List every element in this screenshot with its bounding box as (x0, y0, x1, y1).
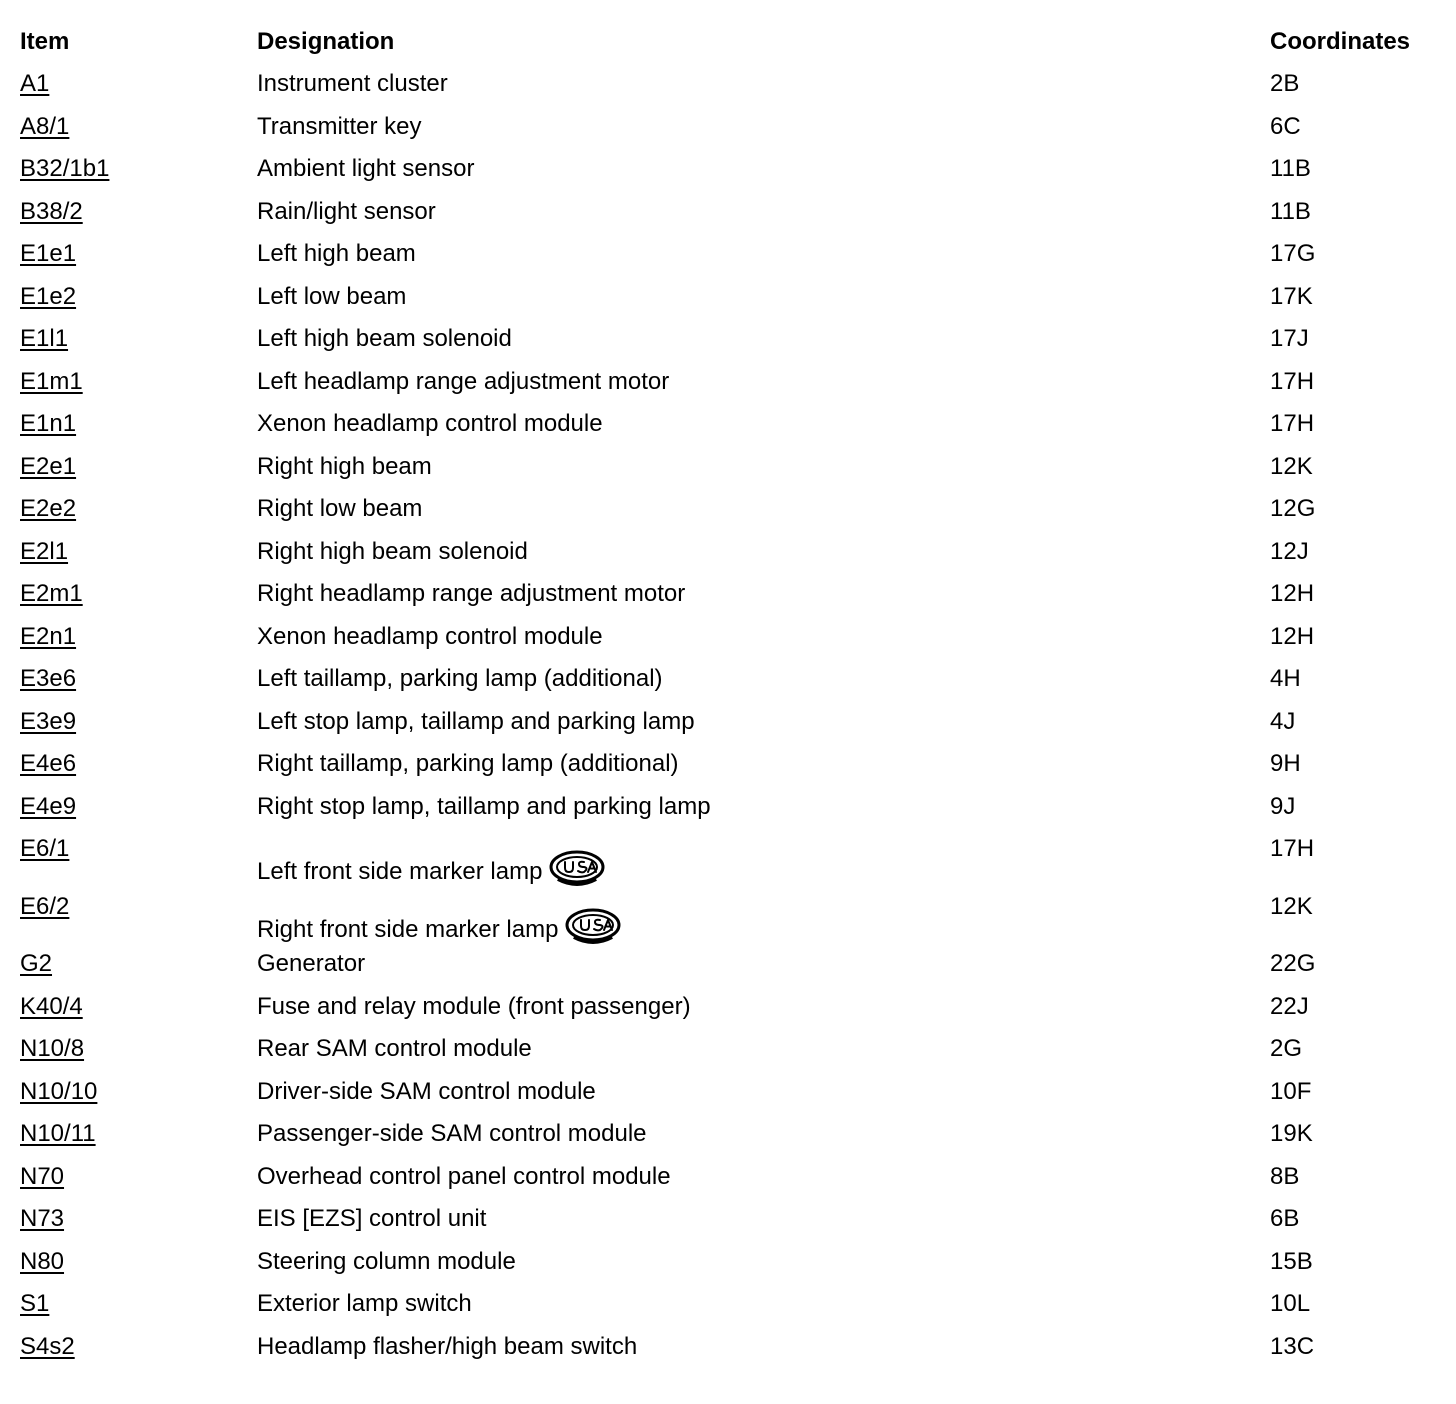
table-row (0, 580, 1456, 616)
header-designation: Designation (257, 28, 395, 55)
coordinates-cell: 6B (1270, 1205, 1300, 1232)
item-link[interactable]: E3e6 (20, 665, 77, 692)
coordinates-cell: 17H (1270, 368, 1315, 395)
item-link[interactable]: E6/2 (20, 893, 70, 920)
coordinates-cell: 17G (1270, 240, 1316, 267)
designation-text: Generator (257, 950, 366, 977)
coordinates-cell: 9H (1270, 750, 1301, 777)
table-row (0, 495, 1456, 531)
table-row (0, 368, 1456, 404)
designation-text: Right stop lamp, taillamp and parking lamp (257, 793, 711, 820)
item-link[interactable]: S1 (20, 1290, 50, 1317)
designation-cell (257, 453, 432, 481)
designation-text: Driver-side SAM control module (257, 1078, 596, 1105)
table-row (0, 993, 1456, 1029)
designation-cell (257, 1120, 647, 1148)
designation-cell (257, 495, 422, 523)
designation-cell (257, 750, 679, 778)
designation-cell (257, 155, 474, 183)
designation-cell (257, 993, 691, 1021)
usa-badge-icon (564, 907, 622, 954)
designation-text: Xenon headlamp control module (257, 623, 603, 650)
table-row (0, 950, 1456, 986)
table-row (0, 1205, 1456, 1241)
table-row (0, 708, 1456, 744)
item-link[interactable]: N10/10 (20, 1078, 98, 1105)
coordinates-cell: 6C (1270, 113, 1301, 140)
designation-text: Headlamp flasher/high beam switch (257, 1333, 638, 1360)
coordinates-cell: 12H (1270, 623, 1315, 650)
designation-cell (257, 325, 512, 353)
coordinates-cell: 13C (1270, 1333, 1315, 1360)
designation-cell (257, 113, 421, 141)
coordinates-cell: 2G (1270, 1035, 1303, 1062)
item-link[interactable]: E2e1 (20, 453, 77, 480)
designation-cell (257, 1035, 532, 1063)
coordinates-cell: 12K (1270, 893, 1313, 920)
designation-cell (257, 70, 448, 98)
designation-text: Fuse and relay module (front passenger) (257, 993, 691, 1020)
designation-text: Left high beam (257, 240, 416, 267)
designation-text: Left headlamp range adjustment motor (257, 368, 670, 395)
designation-text: Xenon headlamp control module (257, 410, 603, 437)
item-link[interactable]: E3e9 (20, 708, 77, 735)
item-link[interactable]: G2 (20, 950, 53, 977)
table-row (0, 665, 1456, 701)
designation-text: Rear SAM control module (257, 1035, 532, 1062)
designation-cell (257, 410, 603, 438)
header-item: Item (20, 28, 70, 55)
item-link[interactable]: E2e2 (20, 495, 77, 522)
table-row (0, 835, 1456, 887)
designation-text: Rain/light sensor (257, 198, 436, 225)
table-row (0, 1333, 1456, 1369)
coordinates-cell: 10L (1270, 1290, 1311, 1317)
item-link[interactable]: E2l1 (20, 538, 69, 565)
designation-cell (257, 580, 685, 608)
designation-text: Overhead control panel control module (257, 1163, 671, 1190)
usa-badge-icon (548, 849, 606, 896)
table-row (0, 283, 1456, 319)
designation-cell (257, 1290, 472, 1318)
coordinates-cell: 11B (1270, 155, 1311, 182)
designation-cell (257, 283, 406, 311)
coordinates-cell: 4J (1270, 708, 1296, 735)
header-coordinates: Coordinates (1270, 28, 1411, 55)
designation-cell (257, 1248, 516, 1276)
table-row (0, 1120, 1456, 1156)
item-link[interactable]: E4e9 (20, 793, 77, 820)
coordinates-cell: 11B (1270, 198, 1311, 225)
table-row (0, 410, 1456, 446)
coordinates-cell: 19K (1270, 1120, 1313, 1147)
designation-text: Right taillamp, parking lamp (additional) (257, 750, 679, 777)
table-row (0, 1290, 1456, 1326)
item-link[interactable]: S4s2 (20, 1333, 75, 1360)
coordinates-cell: 17H (1270, 835, 1315, 862)
item-link[interactable]: E2n1 (20, 623, 77, 650)
item-link[interactable]: N70 (20, 1163, 65, 1190)
coordinates-cell: 12K (1270, 453, 1313, 480)
coordinates-cell: 22J (1270, 993, 1309, 1020)
table-row (0, 538, 1456, 574)
designation-text: Steering column module (257, 1248, 516, 1275)
designation-text: Passenger-side SAM control module (257, 1120, 647, 1147)
coordinates-cell: 9J (1270, 793, 1296, 820)
designation-text: Instrument cluster (257, 70, 448, 97)
coordinates-cell: 4H (1270, 665, 1301, 692)
designation-text: Ambient light sensor (257, 155, 475, 182)
designation-text: Transmitter key (257, 113, 422, 140)
item-link[interactable]: E2m1 (20, 580, 83, 607)
designation-cell (257, 950, 365, 978)
table-row (0, 750, 1456, 786)
table-row (0, 155, 1456, 191)
designation-cell (257, 240, 416, 268)
designation-text: Right headlamp range adjustment motor (257, 580, 686, 607)
designation-text: Left taillamp, parking lamp (additional) (257, 665, 663, 692)
coordinates-cell: 12G (1270, 495, 1316, 522)
designation-text: Left front side marker lamp (257, 858, 543, 885)
coordinates-cell: 2B (1270, 70, 1300, 97)
item-link[interactable]: N80 (20, 1248, 65, 1275)
designation-cell (257, 538, 528, 566)
designation-cell (257, 1163, 671, 1191)
table-row (0, 453, 1456, 489)
designation-text: Right front side marker lamp (257, 916, 559, 943)
coordinates-cell: 12H (1270, 580, 1315, 607)
item-link[interactable]: N73 (20, 1205, 65, 1232)
designation-cell (257, 708, 695, 736)
table-row (0, 793, 1456, 829)
table-row (0, 240, 1456, 276)
table-row (0, 1163, 1456, 1199)
table-row (0, 325, 1456, 361)
coordinates-cell: 10F (1270, 1078, 1312, 1105)
coordinates-cell: 17J (1270, 325, 1309, 352)
table-row (0, 1035, 1456, 1071)
designation-cell (257, 623, 603, 651)
item-link[interactable]: E6/1 (20, 835, 70, 862)
designation-cell (257, 793, 711, 821)
coordinates-cell: 17H (1270, 410, 1315, 437)
item-link[interactable]: B38/2 (20, 198, 83, 225)
item-link[interactable]: K40/4 (20, 993, 83, 1020)
item-link[interactable]: E1e2 (20, 283, 77, 310)
item-link[interactable]: A1 (20, 70, 50, 97)
coordinates-cell: 17K (1270, 283, 1313, 310)
designation-text: Left high beam solenoid (257, 325, 512, 352)
designation-text: EIS [EZS] control unit (257, 1205, 487, 1232)
designation-text: Exterior lamp switch (257, 1290, 472, 1317)
designation-cell (257, 849, 606, 896)
table-row (0, 113, 1456, 149)
table-row (0, 1078, 1456, 1114)
coordinates-cell: 8B (1270, 1163, 1300, 1190)
designation-cell (257, 907, 622, 954)
coordinates-cell: 12J (1270, 538, 1309, 565)
designation-cell (257, 1078, 596, 1106)
designation-text: Left stop lamp, taillamp and parking lamp (257, 708, 695, 735)
designation-cell (257, 198, 436, 226)
table-row (0, 893, 1456, 945)
designation-cell (257, 665, 663, 693)
item-link[interactable]: E1l1 (20, 325, 69, 352)
item-link[interactable]: N10/8 (20, 1035, 85, 1062)
coordinates-cell: 22G (1270, 950, 1316, 977)
table-header-row (0, 28, 1456, 64)
item-link[interactable]: E4e6 (20, 750, 77, 777)
item-link[interactable]: N10/11 (20, 1120, 96, 1147)
designation-text: Right high beam solenoid (257, 538, 528, 565)
item-link[interactable]: A8/1 (20, 113, 70, 140)
item-link[interactable]: E1e1 (20, 240, 77, 267)
designation-text: Right low beam (257, 495, 423, 522)
designation-text: Right high beam (257, 453, 432, 480)
table-row (0, 623, 1456, 659)
designation-text: Left low beam (257, 283, 407, 310)
designation-cell (257, 1205, 486, 1233)
table-row (0, 198, 1456, 234)
designation-cell (257, 1333, 637, 1361)
item-link[interactable]: B32/1b1 (20, 155, 110, 182)
item-link[interactable]: E1m1 (20, 368, 83, 395)
designation-cell (257, 368, 669, 396)
table-row (0, 1248, 1456, 1284)
table-row (0, 70, 1456, 106)
item-link[interactable]: E1n1 (20, 410, 77, 437)
coordinates-cell: 15B (1270, 1248, 1313, 1275)
